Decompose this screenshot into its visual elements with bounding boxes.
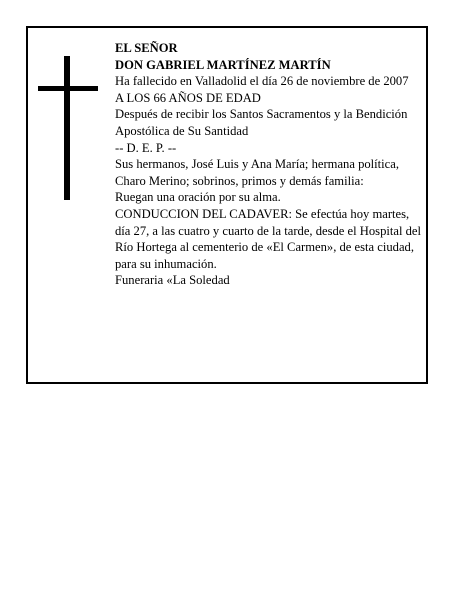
death-announcement: Ha fallecido en Valladolid el día 26 de noviembre de 2007 [115,74,409,89]
prayer-line: Ruegan una oración por su alma. [115,190,281,205]
deceased-name: DON GABRIEL MARTÍNEZ MARTÍN [115,57,331,72]
age-line: A LOS 66 AÑOS DE EDAD [115,90,261,105]
cross-icon [38,56,98,200]
sacraments-line: Después de recibir los Santos Sacramentos y la Bendición Apostólica de Su Santidad [115,107,408,138]
family-line: Sus hermanos, José Luis y Ana María; hermana política, Charo Merino; sobrinos, primos y demás familia: [115,157,399,188]
funeral-home-line: Funeraria «La Soledad [115,273,230,288]
notice-title: EL SEÑOR [115,41,178,55]
cross-horizontal-bar [38,86,98,91]
notice-text [115,40,423,289]
obituary-notice [26,26,428,384]
cross-vertical-bar [64,56,70,200]
rip-line: -- D. E. P. -- [115,140,177,155]
funeral-procession-line: CONDUCCION DEL CADAVER: Se efectúa hoy martes, día 27, a las cuatro y cuarto de la tarde, desde el Hospital del Río Hortega al cementerio de «El Carmen», de esta ciudad, para su inhumación. [115,206,421,271]
